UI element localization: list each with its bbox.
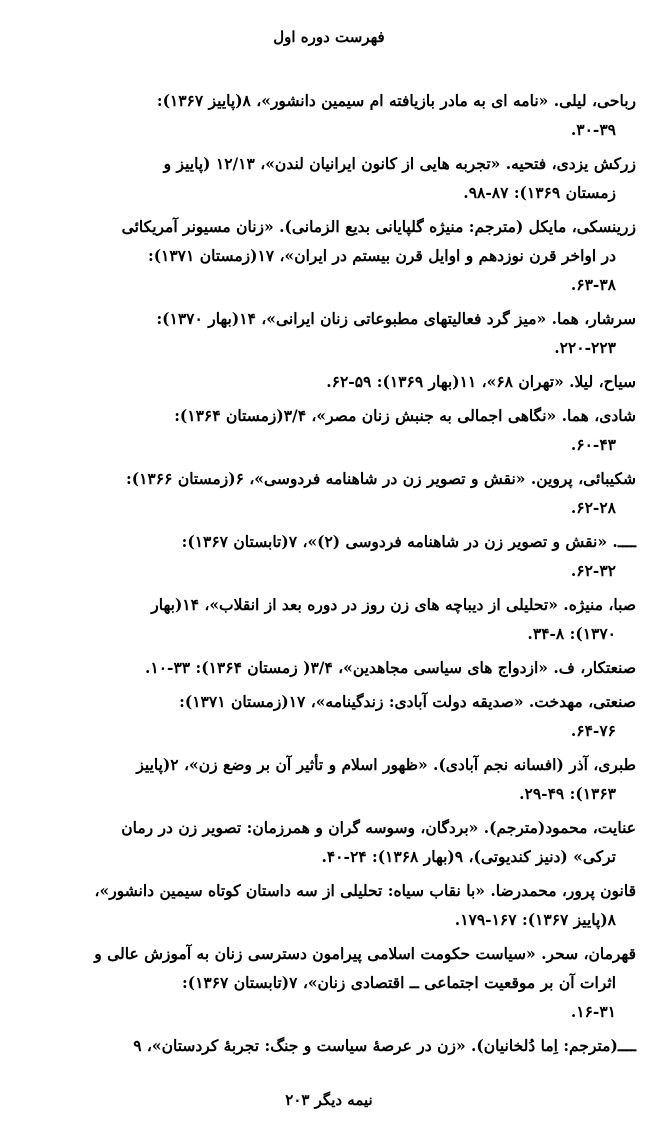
entry-continuation-line: ۶۲-۲۸. — [570, 498, 616, 517]
entry-line: صبا، منیژه. «تحلیلی از دیباچه های زن روز در دوره بعد از انقلاب»، ۱۴(بهار — [151, 595, 636, 614]
entry-line: ــــ(مترجم: اِما دُلخانیان). «زن در عرصهٔ سیاست و جنگ: تجربهٔ کردستان»، ۹ — [133, 1036, 636, 1055]
entry-line: زرکش یزدی، فتحیه. «تجربه هایی از کانون ایرانیان لندن»، ۱۲/۱۳ (پاییز و — [163, 154, 636, 173]
bibliography-entry — [22, 590, 636, 648]
entry-continuation-line: ۸(پاییز ۱۳۶۷): ۱۶۷-۱۷۹. — [454, 910, 616, 929]
page-footer: نیمه دیگر ۲۰۳ — [285, 1091, 373, 1109]
entry-line: رباحی، لیلی. «نامه ای به مادر بازیافته ام سیمین دانشور»، ۸(پاییز ۱۳۶۷): — [156, 91, 636, 110]
bibliography-entry — [22, 653, 636, 682]
entry-line: ــــ. «نقش و تصویر زن در شاهنامه فردوسی (۲)»، ۷(تابستان ۱۳۶۷): — [181, 532, 636, 551]
entry-line: شکیبائی، پروین. «نقش و تصویر زن در شاهنامه فردوسی»، ۶(زمستان ۱۳۶۶): — [126, 469, 636, 488]
entry-line: صنعتکار، ف. «ازدواج های سیاسی مجاهدین»، ۳/۴( زمستان ۱۳۶۴): ۳۳-۱۰. — [144, 658, 636, 677]
bibliography-entry — [22, 750, 636, 808]
bibliography-entry — [22, 86, 636, 144]
entry-continuation-line: ۶۰-۴۳. — [570, 435, 616, 454]
entry-continuation-line: ۱۳۶۳): ۲۹-۴۹. — [519, 784, 616, 803]
bibliography-entry — [22, 813, 636, 871]
entry-continuation-line: اثرات آن بر موقعیت اجتماعی ــ اقتصادی زنان»، ۷(تابستان ۱۳۶۷): — [182, 973, 616, 992]
entry-line: طبری، آذر (افسانه نجم آبادی). «ظهور اسلام و تأثیر آن بر وضع زن»، ۲(پاییز — [136, 755, 636, 774]
bibliography-entry — [22, 939, 636, 1026]
entry-continuation-line: ۱۳۷۰): ۳۴-۸. — [527, 624, 616, 643]
entry-line: صنعتی، مهدخت. «صدیقه دولت آبادی: زندگینامه»، ۱۷(زمستان ۱۳۷۱): — [179, 692, 636, 711]
bibliography-entry — [22, 367, 636, 396]
bibliography-entry — [22, 149, 636, 207]
entry-continuation-line: ۲۲۰-۲۲۳. — [554, 338, 616, 357]
entry-continuation-line: ۶۳-۳۸. — [570, 275, 616, 294]
entry-continuation-line: ۱۶-۳۱. — [570, 1002, 616, 1021]
bibliography-entry — [22, 304, 636, 362]
entry-continuation-line: ۳۰-۳۹. — [570, 120, 616, 139]
bibliography-list — [22, 86, 636, 1065]
bibliography-entry — [22, 212, 636, 299]
entry-line: قهرمان، سحر. «سیاست حکومت اسلامی پیرامون دسترسی زنان به آموزش عالی و — [94, 944, 636, 963]
entry-continuation-line: ترکی» (دنیز کندیوتی)، ۹(بهار ۱۳۶۸): ۲۴-۴۰. — [321, 847, 616, 866]
bibliography-entry — [22, 687, 636, 745]
bibliography-entry — [22, 464, 636, 522]
entry-line: زرینسکی، مایکل (مترجم: منیژه گلپایانی بدیع الزمانی). «زنان مسیونر آمریکائی — [121, 217, 636, 236]
running-header: فهرست دوره اول — [273, 28, 385, 46]
entry-continuation-line: ۶۴-۷۶. — [570, 721, 616, 740]
entry-continuation-line: ۶۲-۳۲. — [570, 561, 616, 580]
entry-continuation-line: زمستان ۱۳۶۹): ۸۷-۹۸. — [463, 183, 616, 202]
bibliography-entry — [22, 527, 636, 585]
entry-line: سرشار، هما. «میز گرد فعالیتهای مطبوعاتی زنان ایرانی»، ۱۴(بهار ۱۳۷۰): — [156, 309, 636, 328]
entry-line: قانون پرور، محمدرضا. «با نقاب سیاه: تحلیلی از سه داستان کوتاه سیمین دانشور»، — [94, 881, 636, 900]
entry-line: سیاح، لیلا. «تهران ۶۸»، ۱۱(بهار ۱۳۶۹): ۵۹-۶۲. — [326, 372, 636, 391]
entry-line: عنایت، محمود(مترجم). «بردگان، وسوسه گران و همرزمان: تصویر زن در رمان — [121, 818, 636, 837]
entry-line: شادی، هما. «نگاهی اجمالی به جنبش زنان مصر»، ۳/۴(زمستان ۱۳۶۴): — [174, 406, 636, 425]
bibliography-entry — [22, 401, 636, 459]
bibliography-entry — [22, 1031, 636, 1060]
bibliography-entry — [22, 876, 636, 934]
entry-continuation-line: در اواخر قرن نوزدهم و اوایل قرن بیستم در ایران»، ۱۷(زمستان ۱۳۷۱): — [147, 246, 616, 265]
